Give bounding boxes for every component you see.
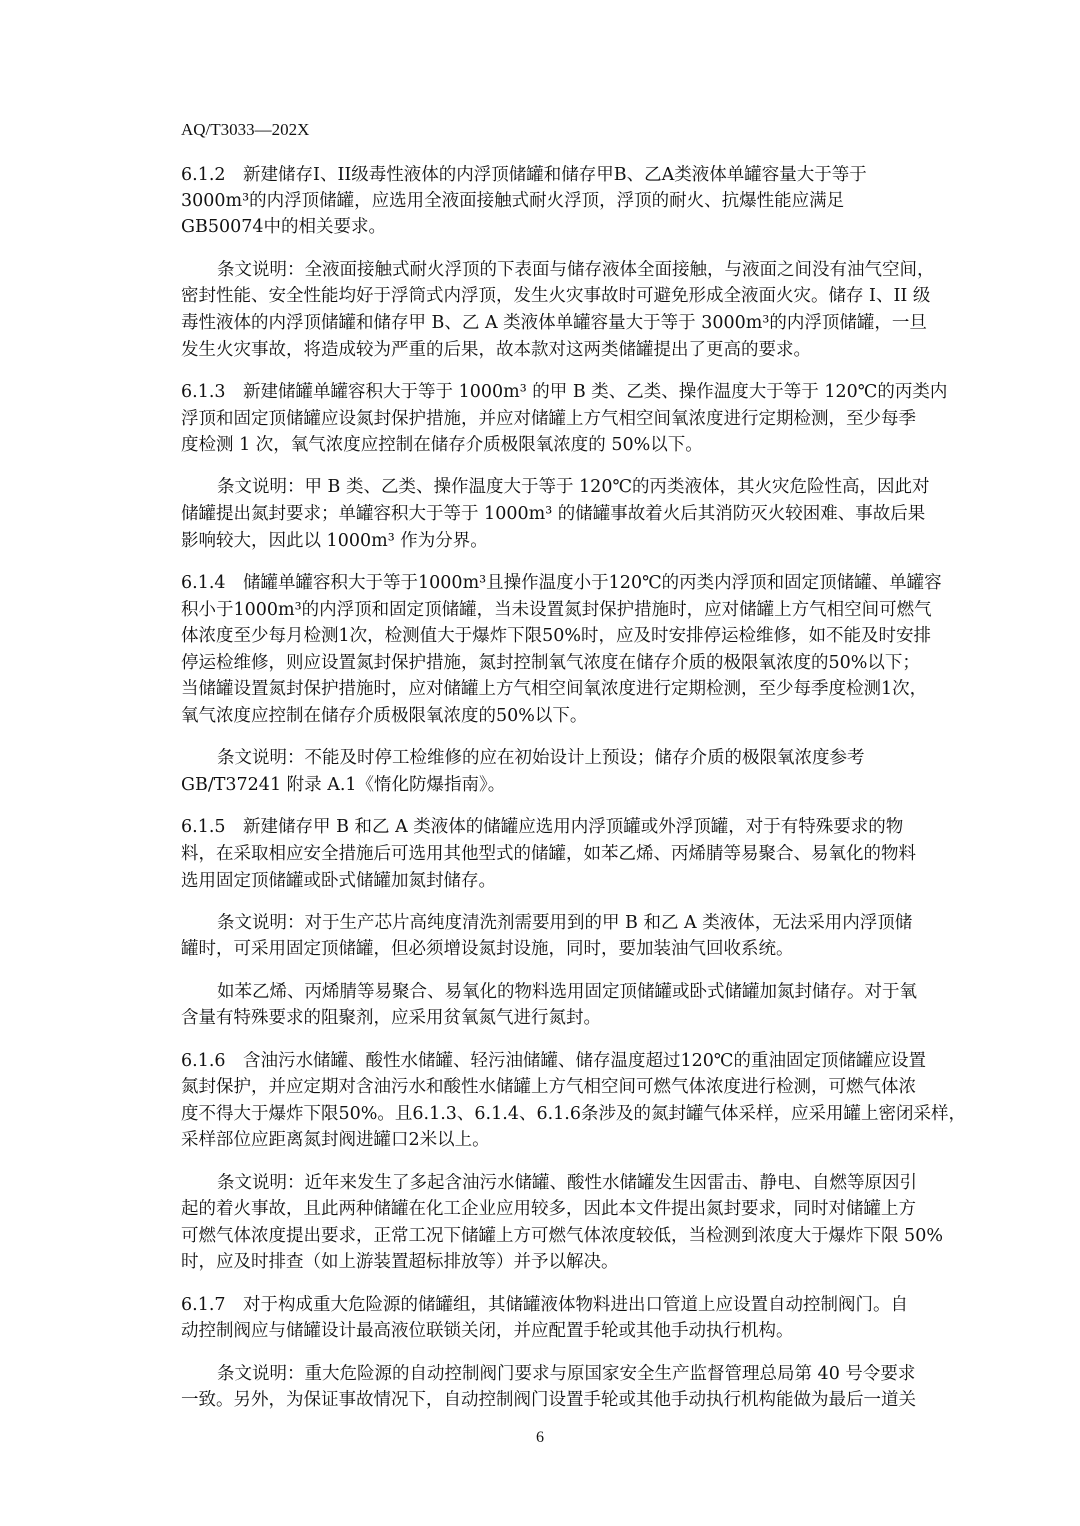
text-line: 度不得大于爆炸下限50%。且6.1.3、6.1.4、6.1.6条涉及的氮封罐气体采样，应采用罐上密闭采样， <box>181 1104 966 1124</box>
text-line: 可燃气体浓度提出要求，正常工况下储罐上方可燃气体浓度较低，当检测到浓度大于爆炸下限 50% <box>181 1226 943 1246</box>
document-code: AQ/T3033—202X <box>181 120 310 139</box>
text-line: GB/T37241 附录 A.1《惰化防爆指南》。 <box>181 775 506 795</box>
text-line: 条文说明：近年来发生了多起含油污水储罐、酸性水储罐发生因雷击、静电、自燃等原因引 <box>217 1173 917 1193</box>
text-line: 含量有特殊要求的阻聚剂，应采用贫氧氮气进行氮封。 <box>181 1008 601 1028</box>
text-line: 毒性液体的内浮顶储罐和储存甲 B、乙 A 类液体单罐容量大于等于 3000m³的内浮顶储罐，一旦 <box>181 313 927 333</box>
text-line: 起的着火事故，且此两种储罐在化工企业应用较多，因此本文件提出氮封要求，同时对储罐上方 <box>181 1199 916 1219</box>
text-line: 条文说明：不能及时停工检维修的应在初始设计上预设；储存介质的极限氧浓度参考 <box>217 748 865 768</box>
text-line: 条文说明：重大危险源的自动控制阀门要求与原国家安全生产监督管理总局第 40 号令要求 <box>217 1364 916 1384</box>
text-line: 条文说明：甲 B 类、乙类、操作温度大于等于 120℃的丙类液体，其火灾危险性高，因此对 <box>217 477 930 497</box>
text-line: 6.1.3 新建储罐单罐容积大于等于 1000m³ 的甲 B 类、乙类、操作温度大于等于 120℃的丙类内 <box>181 382 948 402</box>
text-line: 一致。另外，为保证事故情况下，自动控制阀门设置手轮或其他手动执行机构能做为最后一道关 <box>181 1390 916 1410</box>
text-line: 储罐提出氮封要求；单罐容积大于等于 1000m³ 的储罐事故着火后其消防灭火较困难、事故后果 <box>181 504 926 524</box>
text-line: 条文说明：全液面接触式耐火浮顶的下表面与储存液体全面接触，与液面之间没有油气空间， <box>217 260 935 280</box>
text-line: 3000m³的内浮顶储罐，应选用全液面接触式耐火浮顶，浮顶的耐火、抗爆性能应满足 <box>181 191 845 211</box>
text-line: 如苯乙烯、丙烯腈等易聚合、易氧化的物料选用固定顶储罐或卧式储罐加氮封储存。对于氧 <box>217 982 917 1002</box>
text-line: 动控制阀应与储罐设计最高液位联锁关闭，并应配置手轮或其他手动执行机构。 <box>181 1321 794 1341</box>
text-line: 氮封保护，并应定期对含油污水和酸性水储罐上方气相空间可燃气体浓度进行检测，可燃气体浓 <box>181 1077 916 1097</box>
text-line: GB50074中的相关要求。 <box>181 217 387 237</box>
text-line: 时，应及时排查（如上游装置超标排放等）并予以解决。 <box>181 1252 619 1272</box>
text-line: 罐时，可采用固定顶储罐，但必须增设氮封设施，同时，要加装油气回收系统。 <box>181 939 794 959</box>
text-line: 氧气浓度应控制在储存介质极限氧浓度的50%以下。 <box>181 706 588 726</box>
text-line: 6.1.5 新建储存甲 B 和乙 A 类液体的储罐应选用内浮顶罐或外浮顶罐，对于有特殊要求的物 <box>181 817 904 837</box>
text-line: 度检测 1 次，氧气浓度应控制在储存介质极限氧浓度的 50%以下。 <box>181 435 703 455</box>
text-line: 停运检维修，则应设置氮封保护措施，氮封控制氧气浓度在储存介质的极限氧浓度的50%以下； <box>181 653 920 673</box>
text-line: 采样部位应距离氮封阀进罐口2米以上。 <box>181 1130 490 1150</box>
text-line: 6.1.4 储罐单罐容积大于等于1000m³且操作温度小于120℃的丙类内浮顶和固定顶储罐、单罐容 <box>181 573 942 593</box>
text-line: 当储罐设置氮封保护措施时，应对储罐上方气相空间氧浓度进行定期检测，至少每季度检测1次， <box>181 679 928 699</box>
text-line: 条文说明：对于生产芯片高纯度清洗剂需要用到的甲 B 和乙 A 类液体，无法采用内浮顶储 <box>217 913 913 933</box>
text-line: 料，在采取相应安全措施后可选用其他型式的储罐，如苯乙烯、丙烯腈等易聚合、易氧化的物料 <box>181 844 916 864</box>
text-line: 6.1.6 含油污水储罐、酸性水储罐、轻污油储罐、储存温度超过120℃的重油固定顶储罐应设置 <box>181 1051 927 1071</box>
text-line: 影响较大，因此以 1000m³ 作为分界。 <box>181 531 488 551</box>
page-number: 6 <box>536 1429 544 1446</box>
text-line: 浮顶和固定顶储罐应设氮封保护措施，并应对储罐上方气相空间氧浓度进行定期检测，至少每季 <box>181 409 916 429</box>
text-line: 发生火灾事故，将造成较为严重的后果，故本款对这两类储罐提出了更高的要求。 <box>181 340 811 360</box>
text-line: 积小于1000m³的内浮顶和固定顶储罐，当未设置氮封保护措施时，应对储罐上方气相空间可燃气 <box>181 600 932 620</box>
text-line: 体浓度至少每月检测1次，检测值大于爆炸下限50%时，应及时安排停运检维修，如不能及时安排 <box>181 626 932 646</box>
text-line: 密封性能、安全性能均好于浮筒式内浮顶，发生火灾事故时可避免形成全液面火灾。储存 I、II 级 <box>181 286 931 306</box>
text-line: 选用固定顶储罐或卧式储罐加氮封储存。 <box>181 871 496 891</box>
text-line: 6.1.2 新建储存I、II级毒性液体的内浮顶储罐和储存甲B、乙A类液体单罐容量大于等于 <box>181 165 867 185</box>
text-line: 6.1.7 对于构成重大危险源的储罐组，其储罐液体物料进出口管道上应设置自动控制阀门。自 <box>181 1295 909 1315</box>
